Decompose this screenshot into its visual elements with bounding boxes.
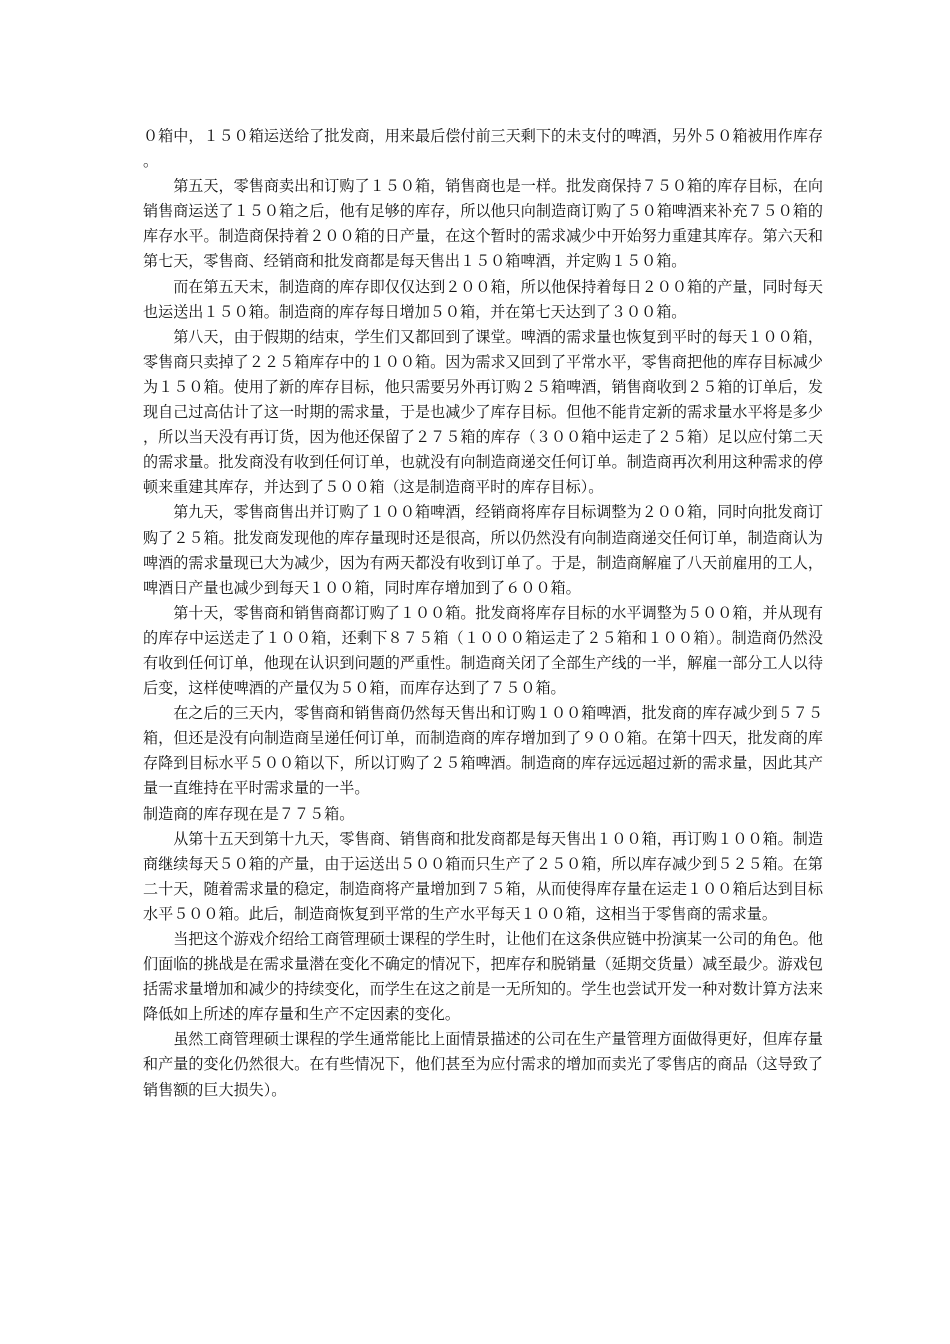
paragraph-2: 第五天，零售商卖出和订购了１５０箱，销售商也是一样。批发商保持７５０箱的库存目标，在向销售商运送了１５０箱之后，他有足够的库存，所以他只向制造商订购了５０箱啤酒来补充７５０箱的库存水平。制造商保持着２００箱的日产量，在这个暂时的需求减少中开始努力重建其库存。第六天和第七天，零售商、经销商和批发商都是每天售出１５０箱啤酒，并定购１５０箱。 — [143, 177, 823, 271]
paragraph-11: 虽然工商管理硕士课程的学生通常能比上面情景描述的公司在生产量管理方面做得更好，但库存量和产量的变化仍然很大。在有些情况下，他们甚至为应付需求的增加而卖光了零售店的商品（这导致了销售额的巨大损失）。 — [143, 1030, 823, 1099]
document-body — [143, 124, 823, 1103]
paragraph-1: ０箱中，１５０箱运送给了批发商，用来最后偿付前三天剩下的未支付的啤酒，另外５０箱被用作库存。 — [143, 127, 823, 171]
paragraph-9: 从第十五天到第十九天，零售商、销售商和批发商都是每天售出１００箱，再订购１００箱。制造商继续每天５０箱的产量，由于运送出５００箱而只生产了２５０箱，所以库存减少到５２５箱。在第二十天，随着需求量的稳定，制造商将产量增加到７５箱，从而使得库存量在运走１００箱后达到目标水平５００箱。此后，制造商恢复到平常的生产水平每天１００箱，这相当于零售商的需求量。 — [143, 829, 823, 923]
paragraph-10: 当把这个游戏介绍给工商管理硕士课程的学生时，让他们在这条供应链中扮演某一公司的角色。他们面临的挑战是在需求量潜在变化不确定的情况下，把库存和脱销量（延期交货量）减至最少。游戏包括需求量增加和减少的持续变化，而学生在这之前是一无所知的。学生也尝试开发一种对数计算方法来降低如上所述的库存量和生产不定因素的变化。 — [143, 930, 823, 1024]
paragraph-3: 而在第五天末，制造商的库存即仅仅达到２００箱，所以他保持着每日２００箱的产量，同时每天也运送出１５０箱。制造商的库存每日增加５０箱，并在第七天达到了３００箱。 — [143, 277, 823, 321]
paragraph-7: 在之后的三天内，零售商和销售商仍然每天售出和订购１００箱啤酒，批发商的库存减少到５７５箱，但还是没有向制造商呈递任何订单，而制造商的库存增加到了９００箱。在第十四天，批发商的库存降到目标水平５００箱以下，所以订购了２５箱啤酒。制造商的库存远远超过新的需求量，因此其产量一直维持在平时需求量的一半。 — [143, 704, 823, 798]
paragraph-6: 第十天，零售商和销售商都订购了１００箱。批发商将库存目标的水平调整为５００箱，并从现有的库存中运送走了１００箱，还剩下８７５箱（１０００箱运走了２５箱和１００箱）。制造商仍然没有收到任何订单，他现在认识到问题的严重性。制造商关闭了全部生产线的一半，解雇一部分工人以待后变，这样使啤酒的产量仅为５０箱，而库存达到了７５０箱。 — [143, 603, 823, 698]
paragraph-5: 第九天，零售商售出并订购了１００箱啤酒，经销商将库存目标调整为２００箱，同时向批发商订购了２５箱。批发商发现他的库存量现时还是很高，所以仍然没有向制造商递交任何订单，制造商认为啤酒的需求量现已大为减少，因为有两天都没有收到订单了。于是，制造商解雇了八天前雇用的工人，啤酒日产量也减少到每天１００箱，同时库存增加到了６００箱。 — [143, 503, 823, 597]
paragraph-8: 制造商的库存现在是７７５箱。 — [143, 804, 355, 823]
paragraph-4: 第八天，由于假期的结束，学生们又都回到了课堂。啤酒的需求量也恢复到平时的每天１００箱，零售商只卖掉了２２５箱库存中的１００箱。因为需求又回到了平常水平，零售商把他的库存目标减少为１５０箱。使用了新的库存目标，他只需要另外再订购２５箱啤酒，销售商收到２５箱的订单后，发现自己过高估计了这一时期的需求量，于是也减少了库存目标。但他不能肯定新的需求量水平将是多少，所以当天没有再订货，因为他还保留了２７５箱的库存（３００箱中运走了２５箱）足以应付第二天的需求量。批发商没有收到任何订单，也就没有向制造商递交任何订单。制造商再次利用这种需求的停顿来重建其库存，并达到了５００箱（这是制造商平时的库存目标）。 — [143, 327, 823, 497]
